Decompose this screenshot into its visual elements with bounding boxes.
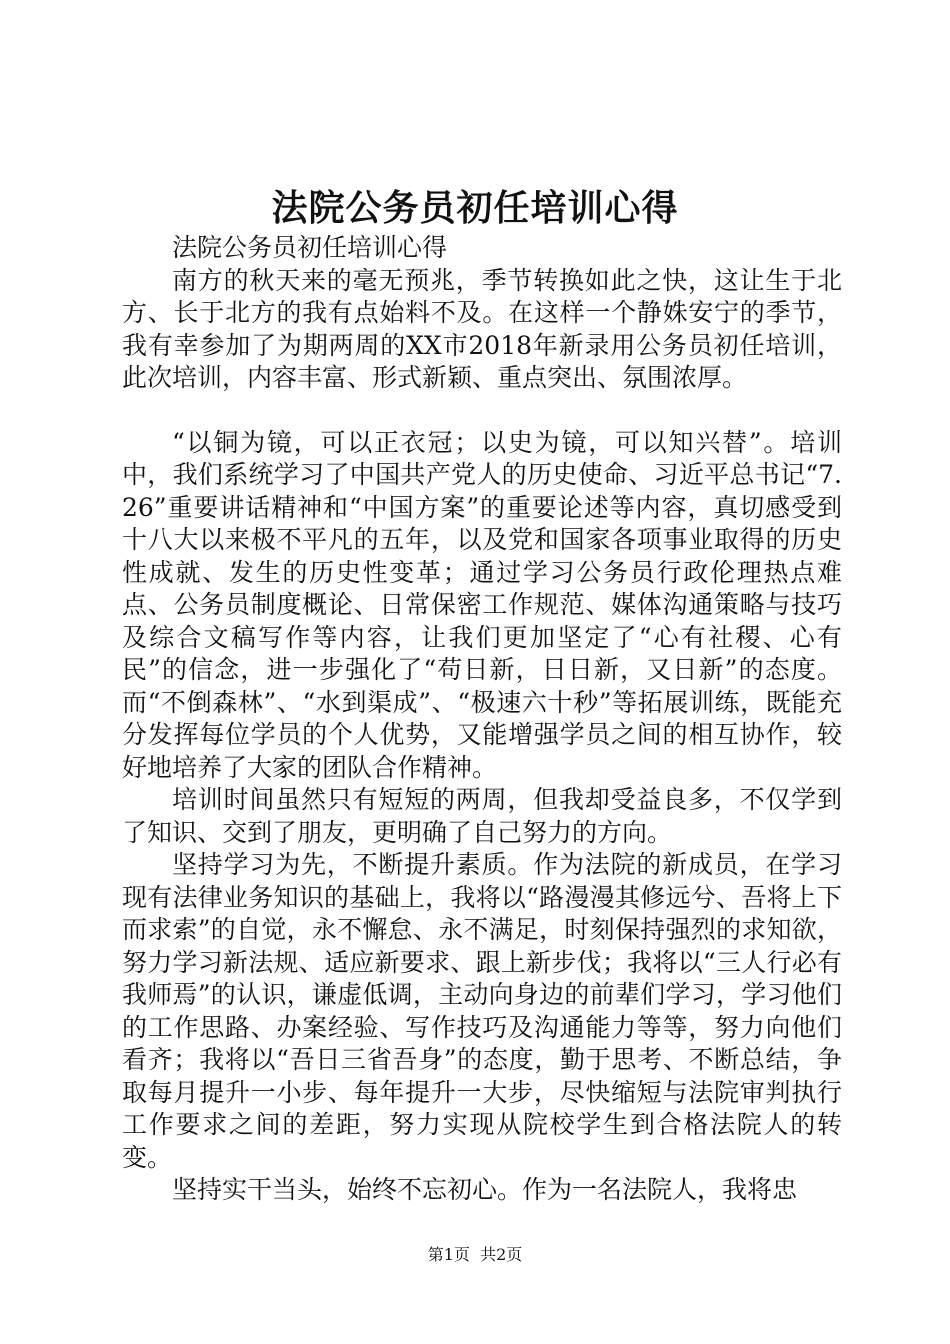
page-total: 共2页: [480, 1245, 523, 1264]
paragraph-subtitle: 法院公务员初任培训心得: [172, 233, 448, 262]
paragraph-benefits: 培训时间虽然只有短短的两周，但我却受益良多，不仅学到了知识、交到了朋友，更明确了自己努力的方向。: [122, 785, 842, 847]
document-body: [122, 232, 842, 1207]
paragraph-training-content: “以铜为镜，可以正衣冠；以史为镜，可以知兴替”。培训中，我们系统学习了中国共产党人的历史使命、习近平总书记“7.26”重要讲话精神和“中国方案”的重要论述等内容，真切感受到十八大以来极不平凡的五年，以及党和国家各项事业取得的历史性成就、发生的历史性变革；通过学习公务员行政伦理热点难点、公务员制度概论、日常保密工作规范、媒体沟通策略与技巧及综合文稿写作等内容，让我们更加坚定了“心有社稷、心有民”的信念，进一步强化了“苟日新，日日新，又日新”的态度。而“不倒森林”、“水到渠成”、“极速六十秒”等拓展训练，既能充分发挥每位学员的个人优势，又能增强学员之间的相互协作，较好地培养了大家的团队合作精神。: [122, 427, 842, 782]
paragraph-practice: 坚持实干当头，始终不忘初心。作为一名法院人，我将忠: [172, 1175, 798, 1204]
paragraph-intro: 南方的秋天来的毫无预兆，季节转换如此之快，这让生于北方、长于北方的我有点始料不及。在这样一个静姝安宁的季节，我有幸参加了为期两周的XX市2018年新录用公务员初任培训，此次培训，内容丰富、形式新颖、重点突出、氛围浓厚。: [122, 265, 842, 392]
paragraph-learning: 坚持学习为先，不断提升素质。作为法院的新成员，在学习现有法律业务知识的基础上，我将以“路漫漫其修远兮、吾将上下而求索”的自觉，永不懈怠、永不满足，时刻保持强烈的求知欲，努力学习新法规、适应新要求、跟上新步伐；我将以“三人行必有我师焉”的认识，谦虚低调，主动向身边的前辈们学习，学习他们的工作思路、办案经验、写作技巧及沟通能力等等，努力向他们看齐；我将以“吾日三省吾身”的态度，勤于思考、不断总结，争取每月提升一小步、每年提升一大步，尽快缩短与法院审判执行工作要求之间的差距，努力实现从院校学生到合格法院人的转变。: [122, 850, 842, 1172]
page-footer: [0, 1243, 950, 1267]
document-title: 法院公务员初任培训心得: [271, 187, 679, 229]
page-number: 第1页: [427, 1245, 470, 1264]
